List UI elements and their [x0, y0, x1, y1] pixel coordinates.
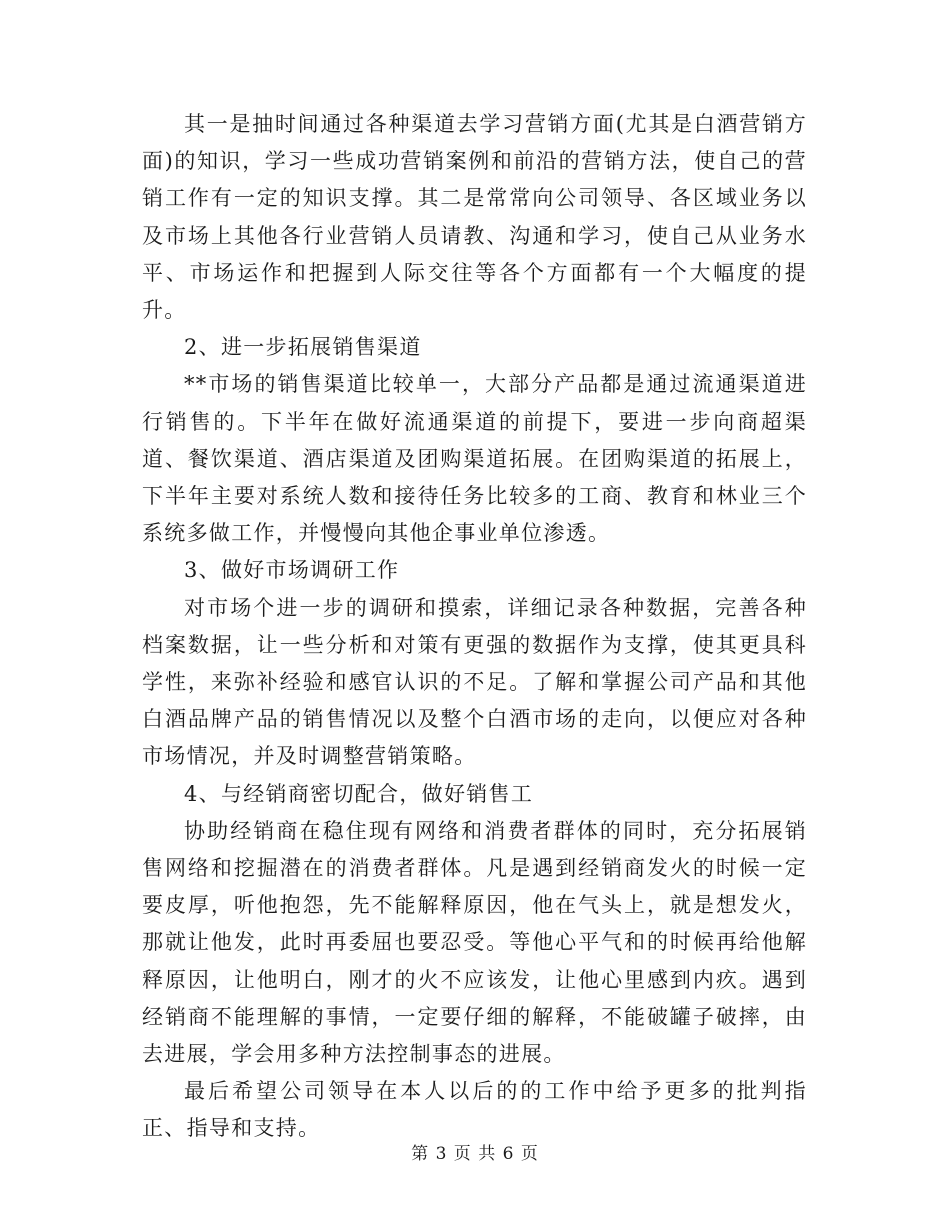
- paragraph-distributor-cooperation: 协助经销商在稳住现有网络和消费者群体的同时，充分拓展销售网络和挖掘潜在的消费者群体。凡是遇到经销商发火的时候一定要皮厚，听他抱怨，先不能解释原因，他在气头上，就是想发火，那就让他发，此时再委屈也要忍受。等他心平气和的时候再给他解释原因，让他明白，刚才的火不应该发，让他心里感到内疚。遇到经销商不能理解的事情，一定要仔细的解释，不能破罐子破摔，由去进展，学会用多种方法控制事态的进展。: [142, 818, 807, 1067]
- section-heading-market-research: 3、做好市场调研工作: [184, 558, 400, 583]
- paragraph-market-research: 对市场个进一步的调研和摸索，详细记录各种数据，完善各种档案数据，让一些分析和对策有更强的数据作为支撑，使其更具科学性，来弥补经验和感官认识的不足。了解和掌握公司产品和其他白酒品牌产品的销售情况以及整个白酒市场的走向，以便应对各种市场情况，并及时调整营销策略。: [142, 595, 807, 769]
- paragraph-self-study: 其一是抽时间通过各种渠道去学习营销方面(尤其是白酒营销方面)的知识，学习一些成功营销案例和前沿的营销方法，使自己的营销工作有一定的知识支撑。其二是常常向公司领导、各区域业务以及市场上其他各行业营销人员请教、沟通和学习，使自己从业务水平、市场运作和把握到人际交往等各个方面都有一个大幅度的提升。: [142, 112, 807, 323]
- page-number-label: 第 3 页 共 6 页: [411, 1144, 539, 1164]
- document-body: [142, 106, 807, 1148]
- page-footer: [0, 1142, 950, 1166]
- paragraph-sales-channels: **市场的销售渠道比较单一，大部分产品都是通过流通渠道进行销售的。下半年在做好流通渠道的前提下，要进一步向商超渠道、餐饮渠道、酒店渠道及团购渠道拓展。在团购渠道的拓展上，下半年主要对系统人数和接待任务比较多的工商、教育和林业三个系统多做工作，并慢慢向其他企事业单位渗透。: [142, 372, 807, 546]
- section-heading-distributor-cooperation: 4、与经销商密切配合，做好销售工: [184, 781, 534, 806]
- section-heading-expand-channels: 2、进一步拓展销售渠道: [184, 335, 422, 360]
- paragraph-closing: 最后希望公司领导在本人以后的的工作中给予更多的批判指正、指导和支持。: [142, 1079, 807, 1141]
